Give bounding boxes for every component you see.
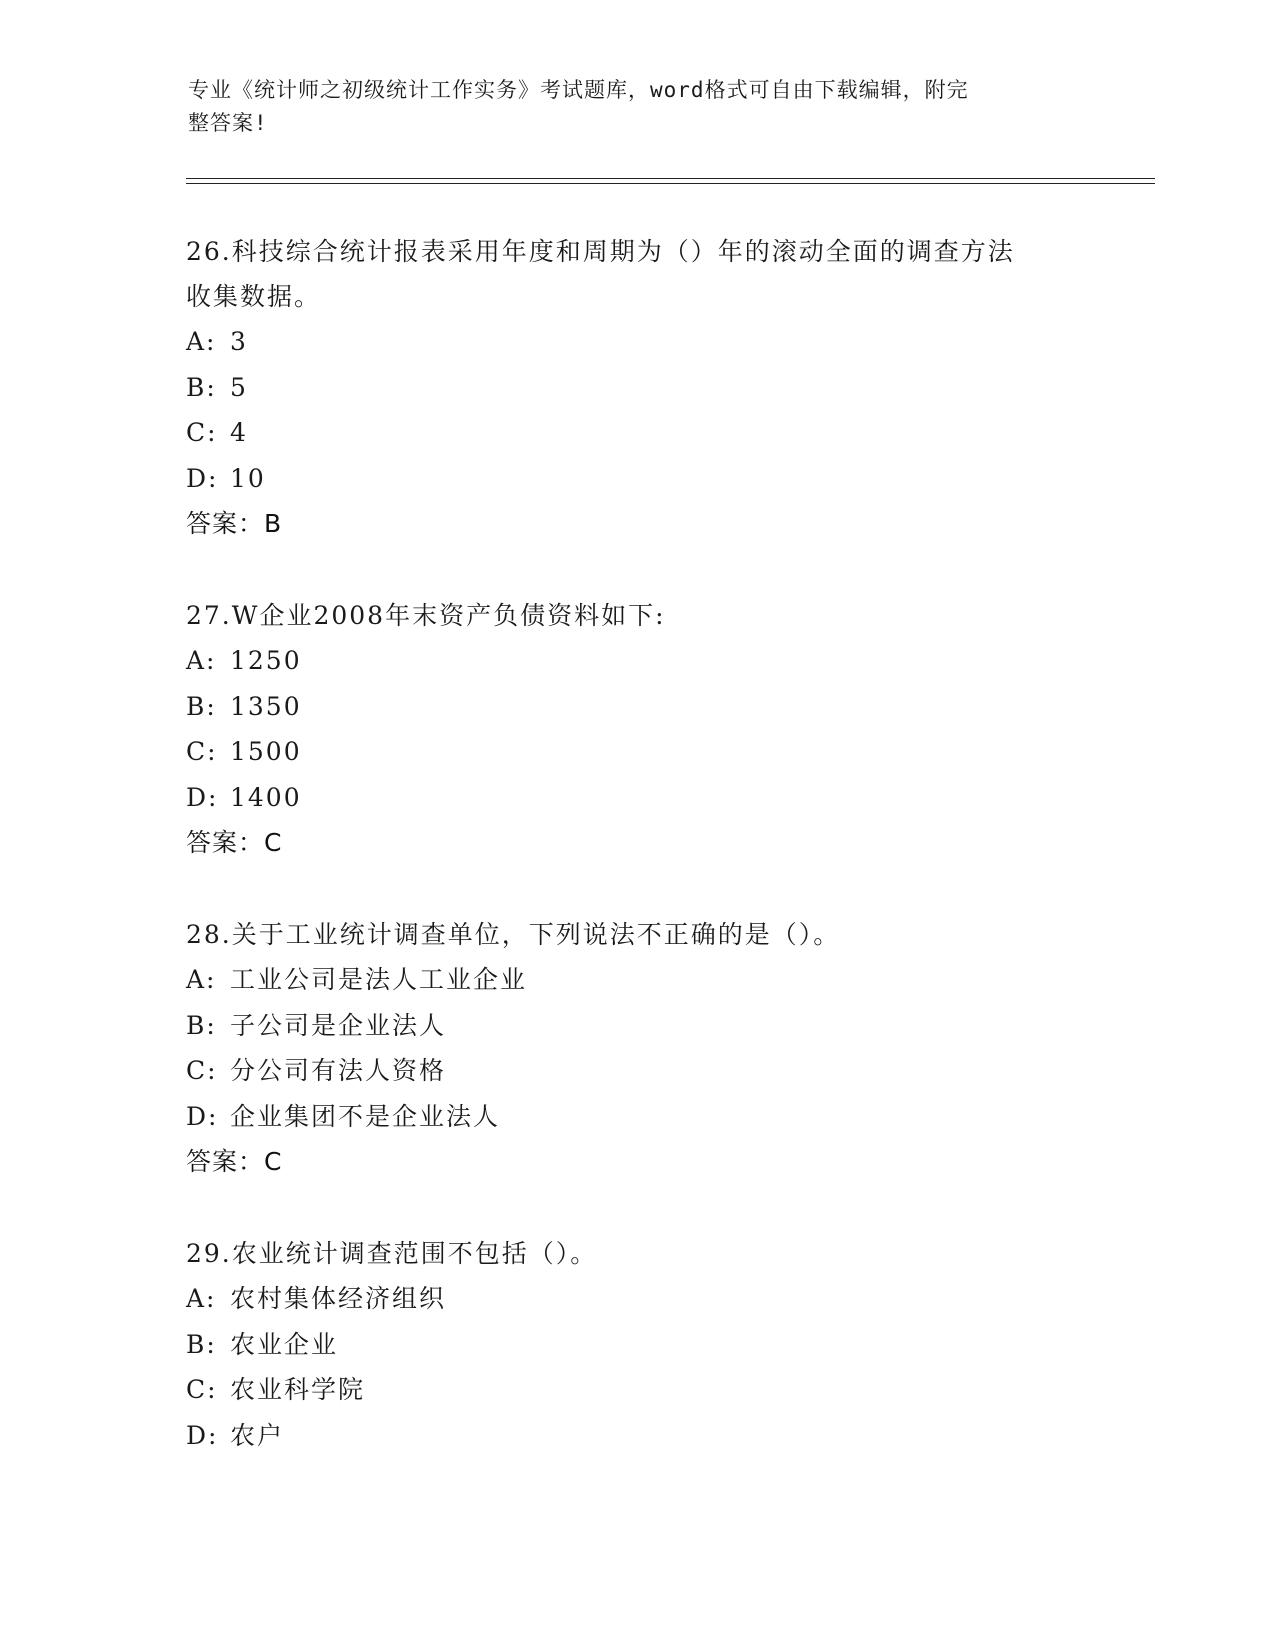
option-label: C: [186,737,218,766]
option-b [186,365,1086,411]
option-text: 1350 [230,691,302,721]
question-26 [186,229,1086,547]
document-header [188,74,1068,140]
option-text: 1400 [230,782,302,812]
option-label: B: [186,1329,217,1359]
option-label: A: [186,646,217,675]
option-a [186,319,1086,365]
option-text: 3 [230,327,248,356]
question-27 [186,593,1086,866]
option-a [186,638,1086,684]
option-text: 1500 [230,737,302,766]
header-divider-bottom [186,183,1155,184]
option-label: D: [186,1420,219,1450]
option-c [186,1048,1086,1094]
question-title: 27.W企业2008年末资产负债资料如下: [186,601,666,630]
question-28 [186,912,1086,1185]
option-text: 农业科学院 [230,1375,366,1404]
option-label: B: [186,691,217,721]
option-text: 4 [230,418,248,447]
option-d [186,1094,1086,1140]
option-b [186,1003,1086,1049]
question-29 [186,1231,1086,1458]
option-a [186,1276,1086,1322]
option-text: 农户 [230,1420,285,1450]
option-b [186,1322,1086,1368]
option-label: C: [186,1056,218,1085]
option-c [186,410,1086,456]
answer-text: 答案：B [186,509,283,538]
option-c [186,1367,1086,1413]
option-label: D: [186,463,219,493]
option-label: A: [186,965,217,994]
option-label: C: [186,1375,218,1404]
option-b [186,684,1086,730]
answer-text: 答案：C [186,1147,283,1176]
header-line-2: 整答案! [188,111,268,135]
option-text: 工业公司是法人工业企业 [230,965,528,994]
option-label: D: [186,1101,219,1131]
question-title: 29.农业统计调查范围不包括（）。 [186,1239,598,1268]
question-title: 28.关于工业统计调查单位，下列说法不正确的是（）。 [186,920,841,949]
answer-text: 答案：C [186,828,283,857]
option-text: 1250 [230,646,302,675]
option-text: 10 [230,463,266,493]
option-d [186,456,1086,502]
option-a [186,957,1086,1003]
option-c [186,729,1086,775]
option-text: 农村集体经济组织 [230,1284,447,1313]
option-label: D: [186,782,219,812]
option-label: B: [186,1010,217,1040]
option-label: A: [186,327,217,356]
option-text: 农业企业 [230,1329,339,1359]
option-d [186,775,1086,821]
option-label: C: [186,418,218,447]
option-text: 分公司有法人资格 [230,1056,447,1085]
option-label: B: [186,372,217,402]
option-d [186,1413,1086,1459]
option-text: 子公司是企业法人 [230,1010,447,1040]
question-title-continued: 收集数据。 [186,282,322,311]
header-line-1: 专业《统计师之初级统计工作实务》考试题库，word格式可自由下载编辑，附完 [188,78,969,102]
option-text: 5 [230,372,248,402]
option-text: 企业集团不是企业法人 [230,1101,501,1131]
header-divider-top [186,178,1155,179]
question-title: 26.科技综合统计报表采用年度和周期为（）年的滚动全面的调查方法 [186,237,1015,266]
option-label: A: [186,1284,217,1313]
